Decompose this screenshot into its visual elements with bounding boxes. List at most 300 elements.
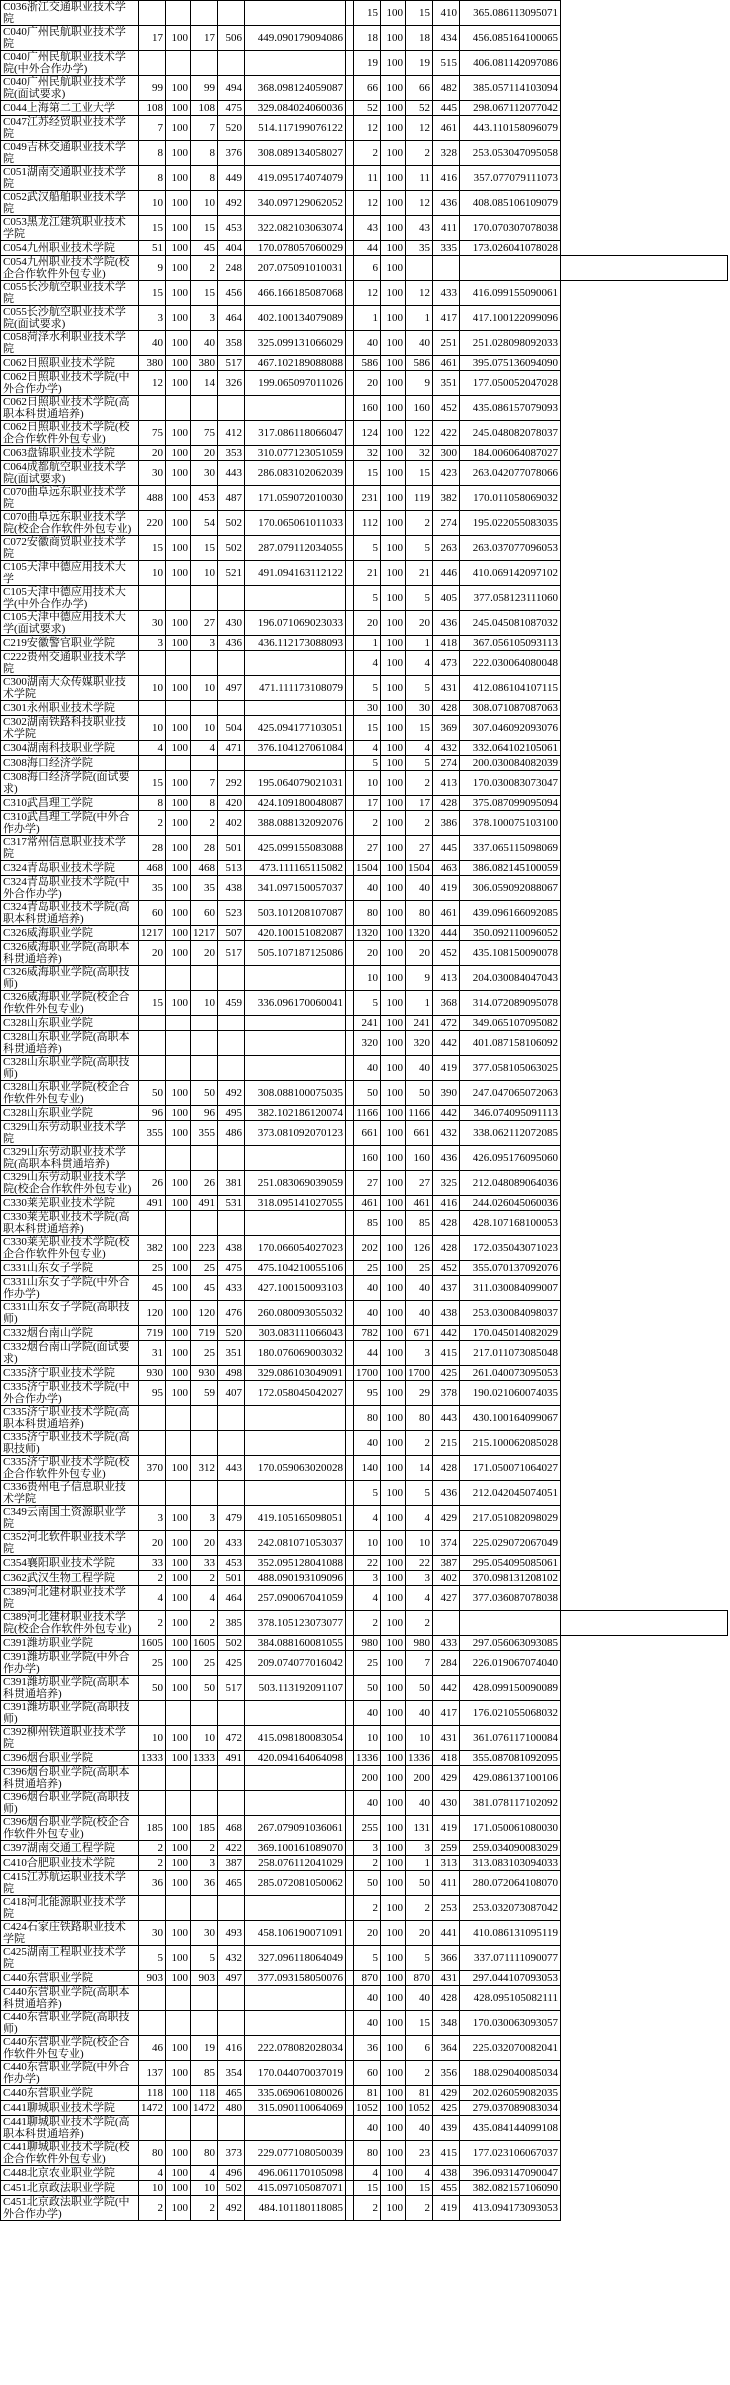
table-cell: 418 bbox=[433, 1751, 460, 1766]
table-cell bbox=[166, 701, 191, 716]
school-name-cell: C328山东职业学院(校企合作软件外包专业) bbox=[1, 1081, 139, 1106]
table-cell bbox=[166, 1701, 191, 1726]
table-cell: 429.086137100106 bbox=[460, 1766, 561, 1791]
table-cell: 19 bbox=[191, 2036, 218, 2061]
table-cell: 2 bbox=[139, 811, 166, 836]
table-cell: 29 bbox=[406, 1381, 433, 1406]
table-cell bbox=[346, 1261, 354, 1276]
table-cell: 452 bbox=[433, 941, 460, 966]
table-cell: 100 bbox=[166, 486, 191, 511]
table-cell bbox=[346, 2141, 354, 2166]
table-cell: 20 bbox=[354, 371, 381, 396]
school-name-cell: C329山东劳动职业技术学院 bbox=[1, 1121, 139, 1146]
table-cell: 930 bbox=[139, 1366, 166, 1381]
table-cell: 100 bbox=[166, 281, 191, 306]
table-cell: 1 bbox=[406, 991, 433, 1016]
table-cell: 20 bbox=[191, 1531, 218, 1556]
table-row bbox=[1, 191, 728, 216]
table-cell: 100 bbox=[166, 1556, 191, 1571]
table-cell: 40 bbox=[406, 876, 433, 901]
table-cell: 2 bbox=[406, 2196, 433, 2221]
table-cell: 15 bbox=[354, 2181, 381, 2196]
table-cell bbox=[346, 331, 354, 356]
table-row bbox=[1, 256, 728, 281]
table-cell: 45 bbox=[191, 241, 218, 256]
table-row bbox=[1, 26, 728, 51]
table-cell bbox=[346, 611, 354, 636]
table-cell: 492 bbox=[218, 1081, 245, 1106]
table-cell: 100 bbox=[381, 861, 406, 876]
table-cell: 8 bbox=[191, 166, 218, 191]
table-cell: 119 bbox=[406, 486, 433, 511]
table-cell: 6 bbox=[354, 256, 381, 281]
table-cell: 100 bbox=[381, 1676, 406, 1701]
table-cell: 35 bbox=[406, 241, 433, 256]
table-cell: 52 bbox=[406, 101, 433, 116]
table-cell: 100 bbox=[166, 1726, 191, 1751]
school-name-cell: C058菏泽水利职业技术学院 bbox=[1, 331, 139, 356]
table-cell: 10 bbox=[191, 1726, 218, 1751]
school-name-cell: C222贵州交通职业技术学院 bbox=[1, 651, 139, 676]
table-cell: 3 bbox=[191, 306, 218, 331]
table-cell: 12 bbox=[139, 371, 166, 396]
school-name-cell: C362武汉生物工程学院 bbox=[1, 1571, 139, 1586]
table-cell: 453 bbox=[218, 216, 245, 241]
table-row bbox=[1, 901, 728, 926]
table-cell bbox=[191, 396, 218, 421]
table-cell: 195.064079021031 bbox=[245, 771, 346, 796]
table-cell: 2 bbox=[354, 811, 381, 836]
table-cell: 100 bbox=[381, 1341, 406, 1366]
table-cell: 171.050061080030 bbox=[460, 1816, 561, 1841]
table-cell: 100 bbox=[166, 1971, 191, 1986]
table-cell: 100 bbox=[381, 1031, 406, 1056]
table-row bbox=[1, 1506, 728, 1531]
table-cell: 4 bbox=[354, 1506, 381, 1531]
table-row bbox=[1, 1651, 728, 1676]
table-cell: 3 bbox=[139, 306, 166, 331]
table-cell bbox=[166, 1, 191, 26]
table-cell: 170.078057060029 bbox=[245, 241, 346, 256]
table-cell: 21 bbox=[354, 561, 381, 586]
table-cell: 100 bbox=[166, 371, 191, 396]
table-cell: 15 bbox=[139, 281, 166, 306]
table-cell: 220 bbox=[139, 511, 166, 536]
school-name-cell: C308海口经济学院 bbox=[1, 756, 139, 771]
table-cell: 100 bbox=[381, 1871, 406, 1896]
table-cell: 387 bbox=[218, 1856, 245, 1871]
table-cell: 59 bbox=[191, 1381, 218, 1406]
table-cell: 377.058105063025 bbox=[460, 1056, 561, 1081]
table-cell bbox=[166, 1406, 191, 1431]
table-cell: 2 bbox=[354, 1611, 381, 1636]
table-cell: 100 bbox=[381, 306, 406, 331]
table-cell: 980 bbox=[354, 1636, 381, 1651]
table-cell bbox=[218, 1146, 245, 1171]
table-cell: 396.093147090047 bbox=[460, 2166, 561, 2181]
table-cell bbox=[166, 1431, 191, 1456]
table-cell: 439.096166092085 bbox=[460, 901, 561, 926]
school-name-cell: C062日照职业技术学院(校企合作软件外包专业) bbox=[1, 421, 139, 446]
table-cell: 274 bbox=[433, 756, 460, 771]
table-cell bbox=[139, 1, 166, 26]
school-name-cell: C331山东女子学院(高职技师) bbox=[1, 1301, 139, 1326]
table-cell: 456 bbox=[218, 281, 245, 306]
table-cell: 50 bbox=[354, 1871, 381, 1896]
table-cell: 428 bbox=[433, 1211, 460, 1236]
table-cell: 431 bbox=[433, 676, 460, 701]
table-cell: 419.105165098051 bbox=[245, 1506, 346, 1531]
table-cell: 160 bbox=[354, 1146, 381, 1171]
table-cell: 325 bbox=[433, 1171, 460, 1196]
table-cell: 1217 bbox=[139, 926, 166, 941]
table-cell bbox=[346, 771, 354, 796]
table-cell: 353 bbox=[218, 446, 245, 461]
table-cell: 66 bbox=[354, 76, 381, 101]
table-cell: 313 bbox=[433, 1856, 460, 1871]
table-cell bbox=[346, 536, 354, 561]
table-cell: 2 bbox=[354, 2196, 381, 2221]
table-cell: 4 bbox=[406, 651, 433, 676]
table-cell: 355.087081092095 bbox=[460, 1751, 561, 1766]
table-cell: 428 bbox=[433, 1456, 460, 1481]
table-cell: 10 bbox=[191, 191, 218, 216]
table-cell: 170.030083073047 bbox=[460, 771, 561, 796]
table-cell: 4 bbox=[191, 741, 218, 756]
table-cell bbox=[245, 1031, 346, 1056]
table-cell: 85 bbox=[406, 1211, 433, 1236]
table-cell bbox=[191, 1146, 218, 1171]
table-cell bbox=[139, 701, 166, 716]
table-cell: 200.030084082039 bbox=[460, 756, 561, 771]
table-row bbox=[1, 1366, 728, 1381]
table-cell: 428 bbox=[433, 701, 460, 716]
table-cell: 50 bbox=[354, 1676, 381, 1701]
table-cell: 1052 bbox=[406, 2101, 433, 2116]
table-cell: 60 bbox=[139, 901, 166, 926]
table-cell: 44 bbox=[354, 1341, 381, 1366]
table-cell: 15 bbox=[139, 771, 166, 796]
table-cell: 108 bbox=[191, 101, 218, 116]
table-cell: 40 bbox=[406, 1701, 433, 1726]
table-cell: 20 bbox=[139, 446, 166, 461]
table-cell bbox=[139, 1031, 166, 1056]
table-cell: 95 bbox=[139, 1381, 166, 1406]
table-cell: 36 bbox=[354, 2036, 381, 2061]
table-cell: 2 bbox=[139, 1571, 166, 1586]
table-cell bbox=[346, 836, 354, 861]
table-cell bbox=[218, 756, 245, 771]
table-cell bbox=[346, 1276, 354, 1301]
table-cell: 253.053047095058 bbox=[460, 141, 561, 166]
table-cell bbox=[346, 486, 354, 511]
table-cell bbox=[191, 1701, 218, 1726]
table-cell: 40 bbox=[354, 876, 381, 901]
table-cell: 171.059072010030 bbox=[245, 486, 346, 511]
table-cell bbox=[346, 1016, 354, 1031]
table-cell: 100 bbox=[166, 1921, 191, 1946]
table-cell: 3 bbox=[354, 1841, 381, 1856]
table-cell: 10 bbox=[139, 561, 166, 586]
table-cell: 9 bbox=[406, 966, 433, 991]
table-cell: 100 bbox=[381, 216, 406, 241]
table-cell: 27 bbox=[354, 1171, 381, 1196]
table-cell: 376 bbox=[218, 141, 245, 166]
table-cell: 100 bbox=[166, 1636, 191, 1651]
table-cell: 100 bbox=[166, 1236, 191, 1261]
table-cell: 20 bbox=[406, 1921, 433, 1946]
table-cell: 425 bbox=[433, 2101, 460, 2116]
table-cell: 100 bbox=[381, 281, 406, 306]
table-cell: 453 bbox=[191, 486, 218, 511]
table-cell: 482 bbox=[433, 76, 460, 101]
table-cell: 100 bbox=[166, 861, 191, 876]
table-row bbox=[1, 76, 728, 101]
table-cell: 513 bbox=[218, 861, 245, 876]
table-cell: 298.067112077042 bbox=[460, 101, 561, 116]
table-cell: 517 bbox=[218, 1676, 245, 1701]
table-cell: 100 bbox=[166, 26, 191, 51]
table-cell bbox=[218, 51, 245, 76]
table-cell: 100 bbox=[381, 76, 406, 101]
school-name-cell: C396烟台职业学院(高职技师) bbox=[1, 1791, 139, 1816]
table-cell: 356 bbox=[433, 2061, 460, 2086]
school-name-cell: C054九州职业技术学院(校企合作软件外包专业) bbox=[1, 256, 139, 281]
school-name-cell: C036浙江交通职业技术学院 bbox=[1, 1, 139, 26]
table-cell: 432 bbox=[218, 1946, 245, 1971]
table-cell bbox=[561, 256, 728, 281]
table-cell: 100 bbox=[166, 991, 191, 1016]
table-cell: 9 bbox=[406, 371, 433, 396]
table-cell: 36 bbox=[139, 1871, 166, 1896]
table-cell bbox=[166, 1986, 191, 2011]
table-cell: 261.040073095053 bbox=[460, 1366, 561, 1381]
table-cell: 170.066054027023 bbox=[245, 1236, 346, 1261]
table-row bbox=[1, 1841, 728, 1856]
table-cell: 11 bbox=[406, 166, 433, 191]
table-cell: 209.074077016042 bbox=[245, 1651, 346, 1676]
table-cell: 25 bbox=[139, 1261, 166, 1276]
table-cell: 369 bbox=[433, 716, 460, 741]
table-cell: 382 bbox=[139, 1236, 166, 1261]
table-cell bbox=[139, 396, 166, 421]
table-cell: 100 bbox=[166, 1171, 191, 1196]
table-row bbox=[1, 1986, 728, 2011]
table-cell: 100 bbox=[166, 241, 191, 256]
table-row bbox=[1, 586, 728, 611]
table-cell: 60 bbox=[354, 2061, 381, 2086]
table-cell: 473 bbox=[433, 651, 460, 676]
table-cell: 100 bbox=[166, 216, 191, 241]
table-cell: 40 bbox=[406, 1056, 433, 1081]
school-name-cell: C300湖南大众传媒职业技术学院 bbox=[1, 676, 139, 701]
table-cell: 415.098180083054 bbox=[245, 1726, 346, 1751]
table-cell bbox=[346, 356, 354, 371]
table-cell: 408.085106109079 bbox=[460, 191, 561, 216]
table-cell: 445 bbox=[433, 101, 460, 116]
table-cell: 384.088160081055 bbox=[245, 1636, 346, 1651]
table-cell: 200 bbox=[406, 1766, 433, 1791]
school-name-cell: C336贵州电子信息职业技术学院 bbox=[1, 1481, 139, 1506]
table-row bbox=[1, 1586, 728, 1611]
table-cell: 100 bbox=[166, 1856, 191, 1871]
table-cell bbox=[346, 461, 354, 486]
table-cell: 100 bbox=[381, 1261, 406, 1276]
table-cell: 172.058045042027 bbox=[245, 1381, 346, 1406]
table-cell: 461 bbox=[406, 1196, 433, 1211]
table-cell bbox=[346, 966, 354, 991]
table-cell: 27 bbox=[406, 836, 433, 861]
table-cell: 368 bbox=[433, 991, 460, 1016]
table-cell: 50 bbox=[406, 1871, 433, 1896]
table-cell: 26 bbox=[191, 1171, 218, 1196]
table-cell bbox=[346, 191, 354, 216]
table-cell: 428 bbox=[433, 796, 460, 811]
table-cell: 279.037089083034 bbox=[460, 2101, 561, 2116]
table-cell: 10 bbox=[191, 991, 218, 1016]
table-cell: 100 bbox=[166, 771, 191, 796]
table-cell: 368.098124059087 bbox=[245, 76, 346, 101]
table-cell: 4 bbox=[354, 2166, 381, 2181]
school-name-cell: C324青岛职业技术学院 bbox=[1, 861, 139, 876]
table-cell: 100 bbox=[381, 901, 406, 926]
table-cell: 21 bbox=[406, 561, 433, 586]
table-cell: 100 bbox=[381, 2116, 406, 2141]
table-cell bbox=[139, 1406, 166, 1431]
table-cell: 425.099155083088 bbox=[245, 836, 346, 861]
table-cell: 100 bbox=[381, 1276, 406, 1301]
table-cell bbox=[245, 1016, 346, 1031]
table-cell: 15 bbox=[406, 2011, 433, 2036]
table-cell: 100 bbox=[381, 771, 406, 796]
table-cell: 100 bbox=[381, 561, 406, 586]
school-name-cell: C330莱芜职业技术学院(校企合作软件外包专业) bbox=[1, 1236, 139, 1261]
school-name-cell: C391潍坊职业学院 bbox=[1, 1636, 139, 1651]
table-cell: 255 bbox=[354, 1816, 381, 1841]
table-cell: 586 bbox=[354, 356, 381, 371]
table-cell: 100 bbox=[166, 1871, 191, 1896]
table-cell bbox=[139, 1791, 166, 1816]
table-cell bbox=[346, 1856, 354, 1871]
table-row bbox=[1, 1056, 728, 1081]
table-cell bbox=[346, 1971, 354, 1986]
school-name-cell: C326威海职业学院(高职技师) bbox=[1, 966, 139, 991]
school-name-cell: C335济宁职业技术学院(高职本科贯通培养) bbox=[1, 1406, 139, 1431]
table-cell: 100 bbox=[166, 836, 191, 861]
table-cell bbox=[139, 1146, 166, 1171]
table-cell: 433 bbox=[218, 1276, 245, 1301]
table-cell: 100 bbox=[166, 306, 191, 331]
table-cell: 31 bbox=[139, 1341, 166, 1366]
table-cell: 429 bbox=[433, 2086, 460, 2101]
table-cell: 15 bbox=[139, 216, 166, 241]
table-cell: 416 bbox=[218, 2036, 245, 2061]
table-row bbox=[1, 1016, 728, 1031]
table-cell bbox=[166, 2116, 191, 2141]
school-name-cell: C326威海职业学院(校企合作软件外包专业) bbox=[1, 991, 139, 1016]
table-cell: 100 bbox=[381, 1816, 406, 1841]
table-cell: 3 bbox=[191, 1506, 218, 1531]
table-cell: 100 bbox=[166, 561, 191, 586]
table-cell: 81 bbox=[354, 2086, 381, 2101]
table-cell: 257.090067041059 bbox=[245, 1586, 346, 1611]
school-name-cell: C310武昌理工学院 bbox=[1, 796, 139, 811]
table-cell: 1504 bbox=[354, 861, 381, 876]
table-cell: 346.074095091113 bbox=[460, 1106, 561, 1121]
table-cell bbox=[139, 1016, 166, 1031]
table-cell: 100 bbox=[166, 1751, 191, 1766]
table-cell bbox=[245, 1986, 346, 2011]
table-row bbox=[1, 141, 728, 166]
table-cell: 366 bbox=[433, 1946, 460, 1971]
table-cell: 428.099150090089 bbox=[460, 1676, 561, 1701]
table-cell: 180.076069003032 bbox=[245, 1341, 346, 1366]
table-cell: 40 bbox=[354, 1701, 381, 1726]
table-cell: 377.036087078038 bbox=[460, 1586, 561, 1611]
table-cell: 25 bbox=[191, 1341, 218, 1366]
table-row bbox=[1, 1381, 728, 1406]
table-cell: 415 bbox=[433, 1341, 460, 1366]
table-cell bbox=[139, 1701, 166, 1726]
table-row bbox=[1, 1751, 728, 1766]
table-cell bbox=[346, 1121, 354, 1146]
table-cell: 95 bbox=[354, 1381, 381, 1406]
table-cell bbox=[346, 1506, 354, 1531]
table-cell: 428.095105082111 bbox=[460, 1986, 561, 2011]
table-row bbox=[1, 651, 728, 676]
school-name-cell: C396烟台职业学院(高职本科贯通培养) bbox=[1, 1766, 139, 1791]
table-row bbox=[1, 876, 728, 901]
table-cell: 5 bbox=[406, 536, 433, 561]
table-cell bbox=[218, 1481, 245, 1506]
table-cell: 100 bbox=[381, 1751, 406, 1766]
school-name-cell: C302湖南铁路科技职业技术学院 bbox=[1, 716, 139, 741]
table-cell bbox=[406, 256, 433, 281]
table-row bbox=[1, 1031, 728, 1056]
table-cell: 10 bbox=[406, 1531, 433, 1556]
table-cell bbox=[166, 396, 191, 421]
table-cell: 173.026041078028 bbox=[460, 241, 561, 256]
table-cell: 50 bbox=[139, 1676, 166, 1701]
table-cell: 1504 bbox=[406, 861, 433, 876]
table-cell: 26 bbox=[139, 1171, 166, 1196]
table-cell bbox=[139, 1766, 166, 1791]
table-cell: 475 bbox=[218, 1261, 245, 1276]
table-cell: 195.022055083035 bbox=[460, 511, 561, 536]
table-cell: 40 bbox=[406, 2116, 433, 2141]
table-cell: 100 bbox=[381, 1701, 406, 1726]
table-cell: 3 bbox=[406, 1341, 433, 1366]
table-cell bbox=[245, 966, 346, 991]
table-cell: 374 bbox=[433, 1531, 460, 1556]
school-name-cell: C451北京政法职业学院(中外合作办学) bbox=[1, 2196, 139, 2221]
table-cell bbox=[166, 1056, 191, 1081]
table-cell: 410.069142097102 bbox=[460, 561, 561, 586]
table-cell: 327.096118064049 bbox=[245, 1946, 346, 1971]
table-cell bbox=[166, 966, 191, 991]
table-cell: 160 bbox=[354, 396, 381, 421]
table-cell: 185 bbox=[191, 1816, 218, 1841]
table-cell: 100 bbox=[381, 1081, 406, 1106]
table-cell: 2 bbox=[139, 1611, 166, 1636]
table-cell: 434 bbox=[433, 26, 460, 51]
table-row bbox=[1, 1871, 728, 1896]
table-cell: 870 bbox=[406, 1971, 433, 1986]
table-cell: 425 bbox=[218, 1651, 245, 1676]
table-row bbox=[1, 511, 728, 536]
table-row bbox=[1, 2141, 728, 2166]
table-cell bbox=[433, 1611, 460, 1636]
